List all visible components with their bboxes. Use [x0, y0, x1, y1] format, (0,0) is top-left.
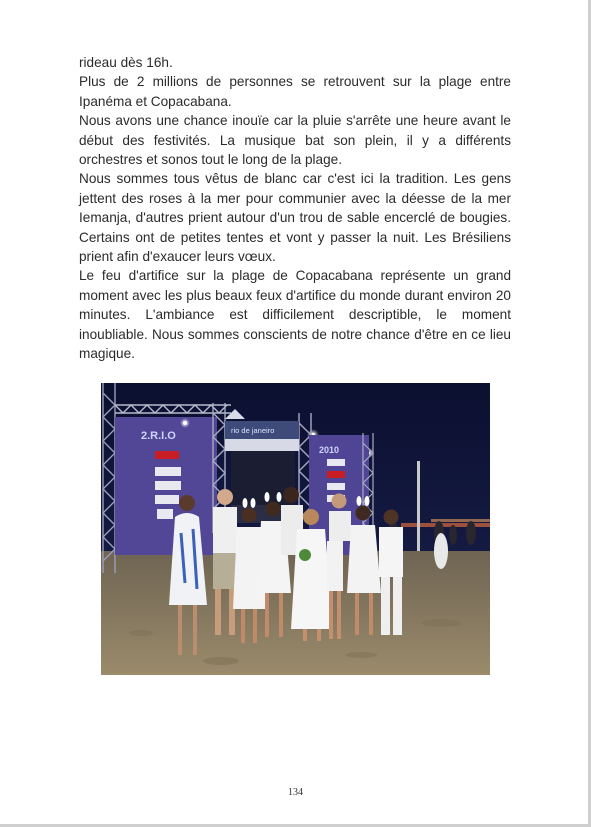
- page-number: 134: [288, 787, 303, 798]
- paragraph-4: Nous sommes tous vêtus de blanc car c'est ici la tradition. Les gens jettent des roses à la mer pour communier avec la déesse de la mer Iemanja, d'autres prient autour d'un trou de sable encerclé de bougies. Certains ont de petites tentes et vont y passer la nuit. Les Brésiliens prient afin d'exaucer leurs vœux.: [79, 171, 511, 265]
- paragraph-2: Plus de 2 millions de personnes se retrouvent sur la plage entre Ipanéma et Copacabana.: [79, 74, 511, 109]
- body-text: [79, 53, 511, 364]
- banner-center-text: rio de janeiro: [231, 426, 275, 435]
- paragraph-3: Nous avons une chance inouïe car la pluie s'arrête une heure avant le début des festivités. La musique bat son plein, il y a différents orchestres et sonos tout le long de la plage.: [79, 113, 511, 168]
- new-year-group-photo: [101, 383, 490, 675]
- paragraph-1: rideau dès 16h.: [79, 55, 173, 70]
- paragraph-5: Le feu d'artifice sur la plage de Copacabana représente un grand moment avec les plus beaux feux d'artifice du monde durant environ 20 minutes. L'ambiance est difficilement descriptible, le moment inoubliable. Nous sommes conscients de notre chance d'être en ce lieu magique.: [79, 268, 511, 362]
- banner-left-text: 2.R.I.O: [141, 430, 176, 442]
- banner-right-text: 2010: [319, 445, 340, 455]
